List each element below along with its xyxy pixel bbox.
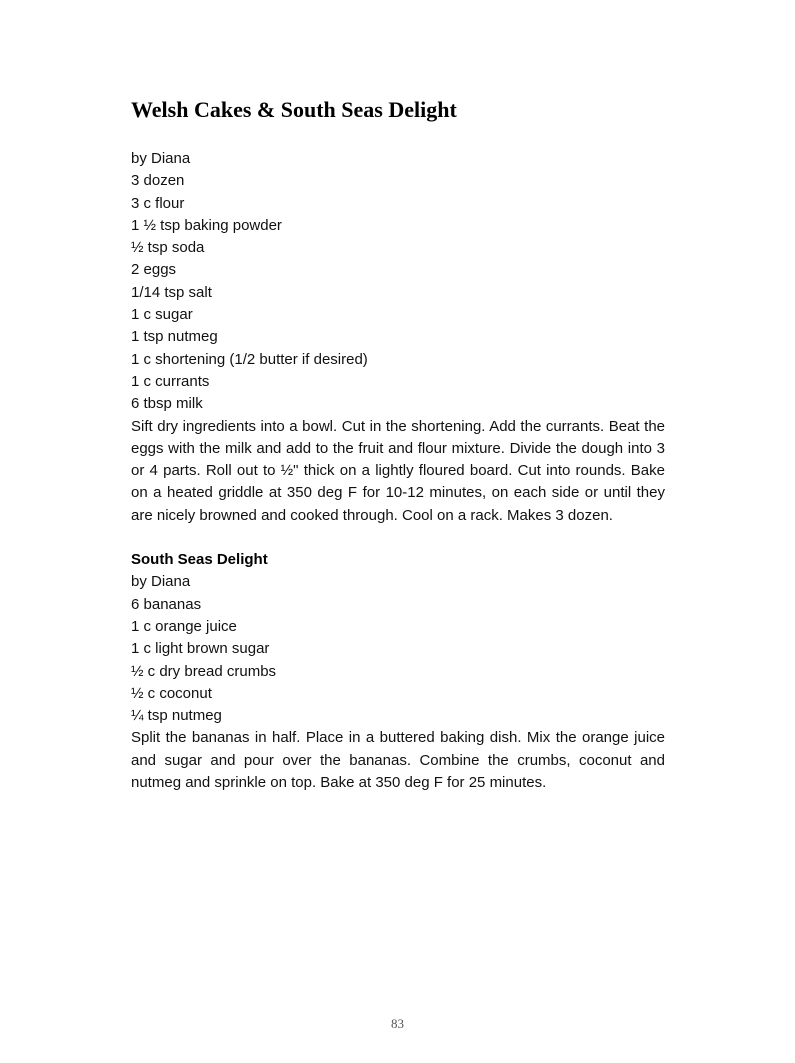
ingredient-line: 1 tsp nutmeg xyxy=(131,328,218,346)
ingredient-line: 1 c sugar xyxy=(131,306,193,324)
ingredient-line: 2 eggs xyxy=(131,261,177,279)
south-seas-instructions: Split the bananas in half. Place in a buttered baking dish. Mix the orange juice and sugar and pour over the bananas. Combine the crumbs, coconut and nutmeg and sprinkle on top. Bake at 350 deg F for 25 minutes. xyxy=(131,729,665,792)
page-number: 83 xyxy=(391,1016,404,1031)
ingredient-line: ¼ tsp nutmeg xyxy=(131,707,222,725)
south-seas-ingredient-list xyxy=(131,594,665,728)
ingredient-line: ½ c coconut xyxy=(131,684,212,702)
page-content xyxy=(131,96,665,794)
ingredient-line: 1 c orange juice xyxy=(131,617,237,635)
ingredient-line: 1 c light brown sugar xyxy=(131,640,270,658)
south-seas-title: South Seas Delight xyxy=(131,551,268,569)
welsh-cakes-byline: by Diana xyxy=(131,150,191,167)
welsh-cakes-yield: 3 dozen xyxy=(131,172,185,190)
ingredient-line: ½ c dry bread crumbs xyxy=(131,662,277,680)
ingredient-line: 6 tbsp milk xyxy=(131,395,203,413)
page-title: Welsh Cakes & South Seas Delight xyxy=(131,97,457,122)
welsh-cakes-instructions: Sift dry ingredients into a bowl. Cut in the shortening. Add the currants. Beat the eggs with the milk and add to the fruit and flour mixture. Divide the dough into 3 or 4 parts. Roll out to ½" thick on a lightly floured board. Cut into rounds. Bake on a heated griddle at 350 deg F for 10-12 minutes, on each side or until they are nicely browned and cooked through. Cool on a rack. Makes 3 dozen. xyxy=(131,417,665,524)
ingredient-line: 1 ½ tsp baking powder xyxy=(131,216,282,234)
ingredient-line: 1 c shortening (1/2 butter if desired) xyxy=(131,350,368,368)
welsh-cakes-ingredient-list xyxy=(131,193,665,416)
ingredient-line: 1/14 tsp salt xyxy=(131,283,212,301)
ingredient-line: ½ tsp soda xyxy=(131,239,205,257)
ingredient-line: 1 c currants xyxy=(131,372,210,390)
ingredient-line: 3 c flour xyxy=(131,194,185,212)
south-seas-byline: by Diana xyxy=(131,573,191,591)
ingredient-line: 6 bananas xyxy=(131,595,202,613)
